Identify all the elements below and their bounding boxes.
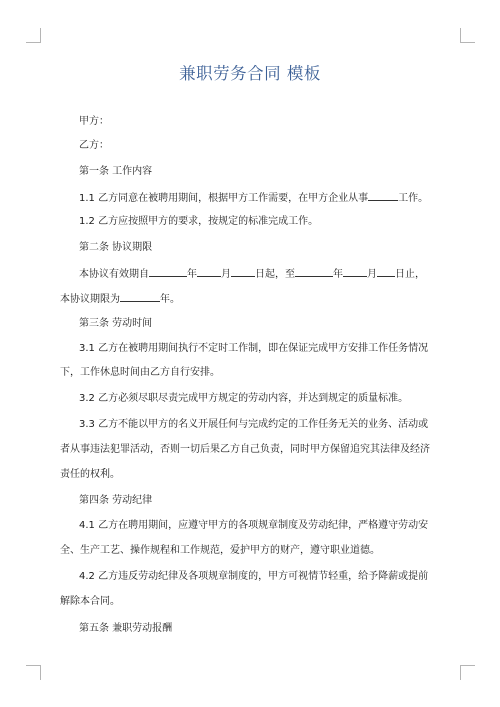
clause-2-day-from: 日起，至	[255, 269, 295, 280]
clause-3-1-line-1: 3.1 乙方在被聘用期间执行不定时工作制，即在保证完成甲方安排工作任务情况	[79, 343, 429, 354]
fill-blank[interactable]	[368, 190, 398, 201]
crop-mark-bottom-right	[460, 665, 475, 680]
party-a-label: 甲方：	[79, 116, 109, 127]
fill-blank[interactable]	[197, 266, 221, 277]
clause-3-3-line-2: 者从事违法犯罪活动，否则一切后果乙方自己负责，同时甲方保留追究其法律及经济	[60, 444, 430, 455]
clause-1-1	[79, 190, 428, 206]
clause-2-term-end: 年。	[160, 294, 180, 305]
section-5-heading: 第五条 兼职劳动报酬	[79, 623, 173, 634]
clause-3-3-line-1: 3.3 乙方不能以甲方的名义开展任何与完成约定的工作任务无关的业务、活动或	[79, 419, 429, 430]
fill-blank[interactable]	[343, 266, 367, 277]
clause-2-year: 年	[187, 269, 197, 280]
section-3-heading: 第三条 劳动时间	[79, 318, 153, 329]
fill-blank[interactable]	[377, 266, 395, 277]
section-1-heading: 第一条 工作内容	[79, 166, 153, 177]
clause-2-text: 本协议有效期自	[79, 269, 149, 280]
clause-4-1-line-1: 4.1 乙方在聘用期间，应遵守甲方的各项规章制度及劳动纪律，严格遵守劳动安	[79, 520, 429, 531]
clause-4-1-line-2: 全、生产工艺、操作规程和工作规范，爱护甲方的财产，遵守职业道德。	[60, 545, 380, 556]
section-2-heading: 第二条 协议期限	[79, 242, 153, 253]
fill-blank[interactable]	[120, 291, 160, 302]
party-b-label: 乙方：	[79, 140, 109, 151]
document-title: 兼职劳务合同 模板	[179, 64, 321, 83]
clause-3-3-line-3: 责任的权利。	[60, 469, 120, 480]
clause-2-line-1	[79, 266, 425, 282]
fill-blank[interactable]	[295, 266, 333, 277]
clause-4-2-line-1: 4.2 乙方违反劳动纪律及各项规章制度的，甲方可视情节轻重，给予降薪或提前	[79, 571, 429, 582]
clause-1-2: 1.2 乙方应按照甲方的要求，按规定的标准完成工作。	[79, 216, 319, 227]
clause-3-2: 3.2 乙方必须尽职尽责完成甲方规定的劳动内容，并达到规定的质量标准。	[79, 393, 409, 404]
fill-blank[interactable]	[231, 266, 255, 277]
clause-2-term-text: 本协议期限为	[60, 294, 120, 305]
fill-blank[interactable]	[149, 266, 187, 277]
clause-1-1-end: 工作。	[398, 193, 429, 204]
crop-mark-bottom-left	[26, 665, 41, 680]
clause-2-month-2: 月	[367, 269, 377, 280]
clause-1-1-text: 1.1 乙方同意在被聘用期间，根据甲方工作需要，在甲方企业从事	[79, 193, 369, 204]
clause-2-line-2	[60, 291, 180, 307]
clause-2-year-2: 年	[333, 269, 343, 280]
clause-3-1-line-2: 下，工作休息时间由乙方自行安排。	[60, 367, 220, 378]
clause-2-day-to: 日止，	[395, 269, 425, 280]
crop-mark-top-right	[460, 28, 475, 43]
section-4-heading: 第四条 劳动纪律	[79, 495, 153, 506]
clause-2-month: 月	[221, 269, 231, 280]
crop-mark-top-left	[26, 28, 41, 43]
clause-4-2-line-2: 解除本合同。	[60, 596, 120, 607]
